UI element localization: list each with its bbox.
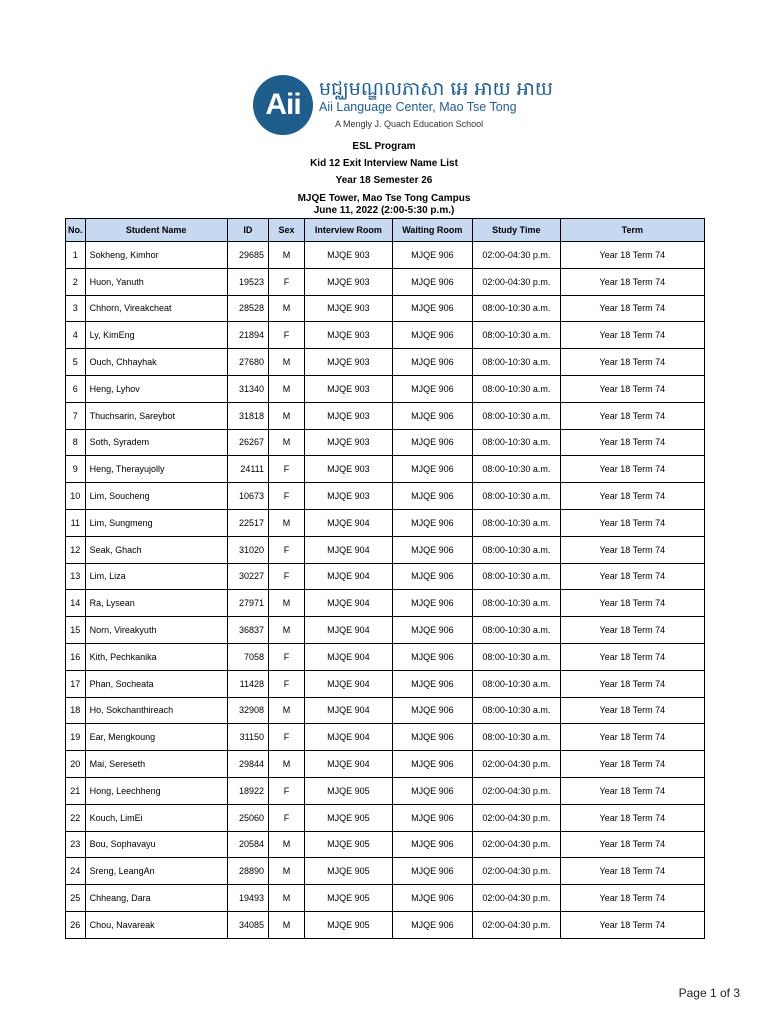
- cell-study-time: 02:00-04:30 p.m.: [473, 911, 561, 938]
- cell-interview-room: MJQE 903: [305, 429, 393, 456]
- cell-waiting-room: MJQE 906: [392, 590, 472, 617]
- cell-row-number: 17: [66, 670, 86, 697]
- cell-student-name: Mai, Sereseth: [85, 751, 227, 778]
- cell-waiting-room: MJQE 906: [392, 295, 472, 322]
- cell-sex: M: [269, 349, 305, 376]
- cell-interview-room: MJQE 905: [305, 885, 393, 912]
- table-row: [66, 804, 705, 831]
- logo-tagline: A Mengly J. Quach Education School: [335, 119, 484, 129]
- cell-student-name: Chhorn, Vireakcheat: [85, 295, 227, 322]
- cell-student-id: 22517: [227, 509, 268, 536]
- cell-study-time: 08:00-10:30 a.m.: [473, 590, 561, 617]
- cell-student-id: 10673: [227, 483, 268, 510]
- cell-waiting-room: MJQE 906: [392, 643, 472, 670]
- column-header-term: Term: [560, 219, 704, 242]
- cell-term: Year 18 Term 74: [560, 858, 704, 885]
- cell-term: Year 18 Term 74: [560, 670, 704, 697]
- cell-sex: M: [269, 885, 305, 912]
- cell-row-number: 7: [66, 402, 86, 429]
- cell-waiting-room: MJQE 906: [392, 536, 472, 563]
- table-row: [66, 456, 705, 483]
- cell-sex: F: [269, 724, 305, 751]
- cell-waiting-room: MJQE 906: [392, 402, 472, 429]
- cell-student-id: 29844: [227, 751, 268, 778]
- cell-row-number: 8: [66, 429, 86, 456]
- cell-interview-room: MJQE 904: [305, 751, 393, 778]
- cell-student-name: Sreng, LeangAn: [85, 858, 227, 885]
- table-header-row: [66, 219, 705, 242]
- cell-interview-room: MJQE 904: [305, 724, 393, 751]
- cell-row-number: 25: [66, 885, 86, 912]
- cell-student-name: Ear, Mengkoung: [85, 724, 227, 751]
- cell-student-name: Ouch, Chhayhak: [85, 349, 227, 376]
- cell-study-time: 08:00-10:30 a.m.: [473, 322, 561, 349]
- logo-khmer-name: មជ្ឈមណ្ឌលភាសា អេ អាយ អាយ: [319, 78, 553, 100]
- cell-waiting-room: MJQE 906: [392, 777, 472, 804]
- cell-term: Year 18 Term 74: [560, 590, 704, 617]
- cell-term: Year 18 Term 74: [560, 429, 704, 456]
- cell-sex: F: [269, 643, 305, 670]
- cell-study-time: 02:00-04:30 p.m.: [473, 858, 561, 885]
- cell-student-name: Lim, Soucheng: [85, 483, 227, 510]
- cell-waiting-room: MJQE 906: [392, 858, 472, 885]
- cell-interview-room: MJQE 903: [305, 483, 393, 510]
- cell-row-number: 26: [66, 911, 86, 938]
- cell-sex: F: [269, 322, 305, 349]
- cell-interview-room: MJQE 905: [305, 804, 393, 831]
- cell-term: Year 18 Term 74: [560, 911, 704, 938]
- cell-sex: F: [269, 536, 305, 563]
- cell-sex: M: [269, 509, 305, 536]
- table-row: [66, 402, 705, 429]
- cell-row-number: 10: [66, 483, 86, 510]
- cell-interview-room: MJQE 905: [305, 858, 393, 885]
- table-row: [66, 911, 705, 938]
- cell-student-id: 36837: [227, 617, 268, 644]
- cell-row-number: 19: [66, 724, 86, 751]
- cell-waiting-room: MJQE 906: [392, 483, 472, 510]
- cell-study-time: 08:00-10:30 a.m.: [473, 402, 561, 429]
- cell-sex: M: [269, 617, 305, 644]
- cell-term: Year 18 Term 74: [560, 509, 704, 536]
- list-title: Kid 12 Exit Interview Name List: [310, 158, 458, 169]
- cell-student-id: 18922: [227, 777, 268, 804]
- cell-student-id: 11428: [227, 670, 268, 697]
- cell-waiting-room: MJQE 906: [392, 429, 472, 456]
- column-header-id: ID: [227, 219, 268, 242]
- logo-school-name: Aii Language Center, Mao Tse Tong: [319, 100, 517, 114]
- period-title: Year 18 Semester 26: [335, 175, 433, 186]
- cell-sex: M: [269, 375, 305, 402]
- cell-student-id: 7058: [227, 643, 268, 670]
- column-header-sex: Sex: [269, 219, 305, 242]
- cell-waiting-room: MJQE 906: [392, 911, 472, 938]
- cell-study-time: 08:00-10:30 a.m.: [473, 643, 561, 670]
- cell-sex: M: [269, 831, 305, 858]
- cell-interview-room: MJQE 903: [305, 375, 393, 402]
- cell-term: Year 18 Term 74: [560, 295, 704, 322]
- cell-student-name: Huon, Yanuth: [85, 268, 227, 295]
- cell-waiting-room: MJQE 906: [392, 724, 472, 751]
- table-row: [66, 483, 705, 510]
- cell-student-name: Ly, KimEng: [85, 322, 227, 349]
- table-row: [66, 375, 705, 402]
- cell-student-id: 30227: [227, 563, 268, 590]
- cell-term: Year 18 Term 74: [560, 724, 704, 751]
- cell-student-name: Lim, Liza: [85, 563, 227, 590]
- cell-waiting-room: MJQE 906: [392, 617, 472, 644]
- cell-study-time: 02:00-04:30 p.m.: [473, 777, 561, 804]
- cell-student-name: Phan, Socheata: [85, 670, 227, 697]
- cell-row-number: 5: [66, 349, 86, 376]
- cell-sex: M: [269, 295, 305, 322]
- table-row: [66, 777, 705, 804]
- cell-term: Year 18 Term 74: [560, 617, 704, 644]
- cell-row-number: 20: [66, 751, 86, 778]
- cell-term: Year 18 Term 74: [560, 751, 704, 778]
- cell-study-time: 08:00-10:30 a.m.: [473, 349, 561, 376]
- cell-student-id: 31818: [227, 402, 268, 429]
- cell-study-time: 08:00-10:30 a.m.: [473, 724, 561, 751]
- cell-study-time: 08:00-10:30 a.m.: [473, 563, 561, 590]
- cell-student-name: Bou, Sophavayu: [85, 831, 227, 858]
- cell-interview-room: MJQE 905: [305, 911, 393, 938]
- cell-term: Year 18 Term 74: [560, 885, 704, 912]
- cell-student-id: 31150: [227, 724, 268, 751]
- cell-interview-room: MJQE 904: [305, 563, 393, 590]
- cell-study-time: 02:00-04:30 p.m.: [473, 242, 561, 269]
- table-row: [66, 617, 705, 644]
- cell-student-id: 28890: [227, 858, 268, 885]
- cell-student-id: 24111: [227, 456, 268, 483]
- cell-sex: F: [269, 456, 305, 483]
- cell-student-name: Sokheng, Kimhor: [85, 242, 227, 269]
- cell-row-number: 3: [66, 295, 86, 322]
- cell-student-name: Hong, Leechheng: [85, 777, 227, 804]
- cell-row-number: 1: [66, 242, 86, 269]
- cell-term: Year 18 Term 74: [560, 536, 704, 563]
- cell-sex: M: [269, 590, 305, 617]
- cell-term: Year 18 Term 74: [560, 563, 704, 590]
- cell-study-time: 08:00-10:30 a.m.: [473, 483, 561, 510]
- cell-row-number: 2: [66, 268, 86, 295]
- cell-interview-room: MJQE 903: [305, 295, 393, 322]
- cell-student-id: 25060: [227, 804, 268, 831]
- table-row: [66, 295, 705, 322]
- cell-term: Year 18 Term 74: [560, 402, 704, 429]
- cell-study-time: 08:00-10:30 a.m.: [473, 295, 561, 322]
- table-row: [66, 643, 705, 670]
- cell-waiting-room: MJQE 906: [392, 242, 472, 269]
- table-row: [66, 268, 705, 295]
- table-row: [66, 242, 705, 269]
- cell-study-time: 08:00-10:30 a.m.: [473, 536, 561, 563]
- cell-row-number: 24: [66, 858, 86, 885]
- cell-interview-room: MJQE 903: [305, 402, 393, 429]
- cell-student-id: 34085: [227, 911, 268, 938]
- cell-waiting-room: MJQE 906: [392, 322, 472, 349]
- table-body: [66, 242, 705, 939]
- cell-row-number: 23: [66, 831, 86, 858]
- cell-sex: F: [269, 483, 305, 510]
- cell-interview-room: MJQE 904: [305, 590, 393, 617]
- cell-term: Year 18 Term 74: [560, 804, 704, 831]
- cell-waiting-room: MJQE 906: [392, 349, 472, 376]
- cell-waiting-room: MJQE 906: [392, 885, 472, 912]
- cell-interview-room: MJQE 903: [305, 456, 393, 483]
- cell-student-name: Kouch, LimEi: [85, 804, 227, 831]
- cell-interview-room: MJQE 904: [305, 697, 393, 724]
- cell-study-time: 08:00-10:30 a.m.: [473, 697, 561, 724]
- table-row: [66, 429, 705, 456]
- school-logo: [253, 75, 563, 135]
- column-header-student-name: Student Name: [85, 219, 227, 242]
- table-row: [66, 751, 705, 778]
- cell-term: Year 18 Term 74: [560, 831, 704, 858]
- cell-student-id: 28528: [227, 295, 268, 322]
- cell-study-time: 02:00-04:30 p.m.: [473, 268, 561, 295]
- cell-study-time: 02:00-04:30 p.m.: [473, 831, 561, 858]
- cell-term: Year 18 Term 74: [560, 268, 704, 295]
- table-row: [66, 590, 705, 617]
- cell-student-name: Ho, Sokchanthireach: [85, 697, 227, 724]
- cell-waiting-room: MJQE 906: [392, 751, 472, 778]
- table-row: [66, 885, 705, 912]
- cell-waiting-room: MJQE 906: [392, 831, 472, 858]
- cell-sex: F: [269, 777, 305, 804]
- cell-student-name: Heng, Therayujolly: [85, 456, 227, 483]
- cell-student-id: 19523: [227, 268, 268, 295]
- column-header-interview-room: Interview Room: [305, 219, 393, 242]
- cell-row-number: 18: [66, 697, 86, 724]
- cell-student-name: Lim, Sungmeng: [85, 509, 227, 536]
- cell-study-time: 08:00-10:30 a.m.: [473, 429, 561, 456]
- table-row: [66, 536, 705, 563]
- column-header-waiting-room: Waiting Room: [392, 219, 472, 242]
- cell-row-number: 14: [66, 590, 86, 617]
- cell-sex: M: [269, 858, 305, 885]
- cell-term: Year 18 Term 74: [560, 375, 704, 402]
- cell-student-id: 32908: [227, 697, 268, 724]
- column-header-no: No.: [66, 219, 86, 242]
- cell-student-name: Norn, Vireakyuth: [85, 617, 227, 644]
- cell-sex: M: [269, 697, 305, 724]
- cell-term: Year 18 Term 74: [560, 349, 704, 376]
- cell-sex: F: [269, 804, 305, 831]
- cell-term: Year 18 Term 74: [560, 483, 704, 510]
- cell-waiting-room: MJQE 906: [392, 375, 472, 402]
- cell-row-number: 16: [66, 643, 86, 670]
- cell-study-time: 02:00-04:30 p.m.: [473, 885, 561, 912]
- cell-student-id: 31020: [227, 536, 268, 563]
- cell-sex: F: [269, 670, 305, 697]
- page-number: Page 1 of 3: [678, 986, 740, 1000]
- cell-interview-room: MJQE 903: [305, 242, 393, 269]
- campus-title: MJQE Tower, Mao Tse Tong Campus: [297, 193, 471, 204]
- cell-term: Year 18 Term 74: [560, 777, 704, 804]
- cell-interview-room: MJQE 904: [305, 536, 393, 563]
- table-row: [66, 349, 705, 376]
- cell-term: Year 18 Term 74: [560, 643, 704, 670]
- cell-student-name: Thuchsarin, Sareybot: [85, 402, 227, 429]
- cell-interview-room: MJQE 905: [305, 777, 393, 804]
- cell-row-number: 21: [66, 777, 86, 804]
- cell-waiting-room: MJQE 906: [392, 456, 472, 483]
- cell-interview-room: MJQE 904: [305, 509, 393, 536]
- cell-row-number: 4: [66, 322, 86, 349]
- cell-interview-room: MJQE 903: [305, 268, 393, 295]
- cell-row-number: 13: [66, 563, 86, 590]
- table-row: [66, 724, 705, 751]
- cell-row-number: 11: [66, 509, 86, 536]
- cell-term: Year 18 Term 74: [560, 242, 704, 269]
- cell-row-number: 9: [66, 456, 86, 483]
- cell-waiting-room: MJQE 906: [392, 563, 472, 590]
- cell-term: Year 18 Term 74: [560, 322, 704, 349]
- cell-row-number: 12: [66, 536, 86, 563]
- cell-interview-room: MJQE 904: [305, 670, 393, 697]
- cell-student-name: Soth, Syradem: [85, 429, 227, 456]
- table-row: [66, 697, 705, 724]
- cell-sex: F: [269, 563, 305, 590]
- cell-row-number: 6: [66, 375, 86, 402]
- table-row: [66, 563, 705, 590]
- program-title: ESL Program: [352, 141, 416, 152]
- student-table: [65, 218, 705, 939]
- cell-study-time: 08:00-10:30 a.m.: [473, 375, 561, 402]
- cell-student-id: 27971: [227, 590, 268, 617]
- cell-study-time: 02:00-04:30 p.m.: [473, 751, 561, 778]
- cell-interview-room: MJQE 903: [305, 322, 393, 349]
- table-row: [66, 858, 705, 885]
- cell-waiting-room: MJQE 906: [392, 697, 472, 724]
- cell-student-name: Chheang, Dara: [85, 885, 227, 912]
- cell-interview-room: MJQE 904: [305, 643, 393, 670]
- cell-row-number: 22: [66, 804, 86, 831]
- cell-student-id: 29685: [227, 242, 268, 269]
- cell-sex: M: [269, 242, 305, 269]
- cell-sex: F: [269, 268, 305, 295]
- table-row: [66, 509, 705, 536]
- cell-term: Year 18 Term 74: [560, 456, 704, 483]
- column-header-study-time: Study Time: [473, 219, 561, 242]
- cell-student-id: 27680: [227, 349, 268, 376]
- cell-sex: M: [269, 911, 305, 938]
- table-row: [66, 322, 705, 349]
- cell-student-name: Kith, Pechkanika: [85, 643, 227, 670]
- cell-sex: M: [269, 402, 305, 429]
- cell-study-time: 02:00-04:30 p.m.: [473, 804, 561, 831]
- cell-student-id: 19493: [227, 885, 268, 912]
- cell-interview-room: MJQE 905: [305, 831, 393, 858]
- logo-mark: Aii: [253, 75, 313, 135]
- cell-student-name: Ra, Lysean: [85, 590, 227, 617]
- cell-study-time: 08:00-10:30 a.m.: [473, 456, 561, 483]
- cell-waiting-room: MJQE 906: [392, 268, 472, 295]
- cell-study-time: 08:00-10:30 a.m.: [473, 670, 561, 697]
- cell-study-time: 08:00-10:30 a.m.: [473, 617, 561, 644]
- table-row: [66, 831, 705, 858]
- cell-student-id: 21894: [227, 322, 268, 349]
- cell-student-id: 20584: [227, 831, 268, 858]
- date-title: June 11, 2022 (2:00-5:30 p.m.): [313, 205, 455, 216]
- cell-sex: M: [269, 751, 305, 778]
- cell-student-id: 26267: [227, 429, 268, 456]
- cell-student-name: Seak, Ghach: [85, 536, 227, 563]
- cell-waiting-room: MJQE 906: [392, 509, 472, 536]
- cell-interview-room: MJQE 903: [305, 349, 393, 376]
- cell-student-name: Chou, Navareak: [85, 911, 227, 938]
- cell-waiting-room: MJQE 906: [392, 804, 472, 831]
- cell-sex: M: [269, 429, 305, 456]
- cell-waiting-room: MJQE 906: [392, 670, 472, 697]
- cell-student-id: 31340: [227, 375, 268, 402]
- table-row: [66, 670, 705, 697]
- cell-interview-room: MJQE 904: [305, 617, 393, 644]
- cell-study-time: 08:00-10:30 a.m.: [473, 509, 561, 536]
- cell-row-number: 15: [66, 617, 86, 644]
- cell-student-name: Heng, Lyhov: [85, 375, 227, 402]
- cell-term: Year 18 Term 74: [560, 697, 704, 724]
